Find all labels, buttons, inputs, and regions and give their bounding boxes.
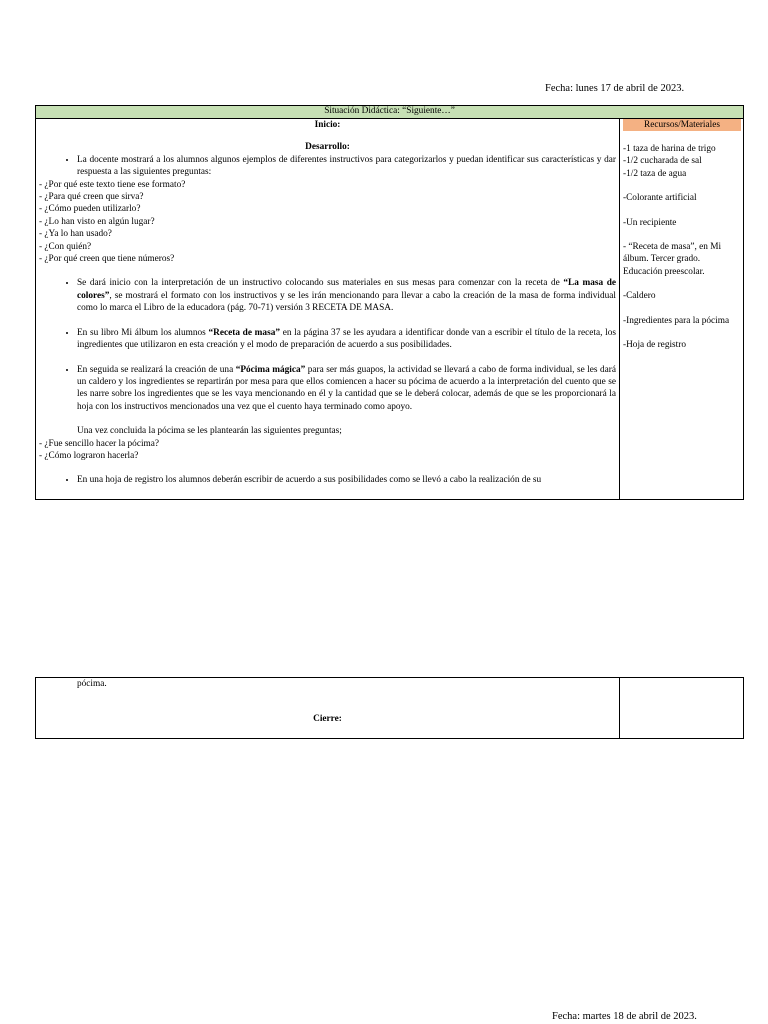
bullet-text: En su libro Mi álbum los alumnos <box>77 327 209 338</box>
bullet-list-4 <box>39 364 616 414</box>
bullet-text: para ser más guapos, la actividad se llevará a cabo de forma individual, se les dará un caldero y los ingredientes se repartirán por mesa para que ellos comiencen a hacer su pócima de acuerdo a la interpretación del cuento que se les narre sobre los ingredientes que se les vaya mencionando en él y la cantidad que se le deberá colocar, además de que se les proporcionará la hoja con los instructivos mencionados una vez que el cuento haya terminado como apoyo. <box>77 364 616 412</box>
question-item: - ¿Cómo lograron hacerla? <box>39 450 139 461</box>
resources-cell-empty <box>620 678 744 739</box>
bullet-bold-title: “La masa de colores” <box>77 278 616 301</box>
bullet-text: en la página 37 se les ayudara a identificar donde van a escribir el título de la receta, los ingredientes que utilizaron en esta creación y el modo de preparación de acuerdo a sus posibilidades. <box>77 327 616 351</box>
inicio-heading: Inicio: <box>314 120 341 130</box>
question-item: - ¿Ya lo han usado? <box>39 229 112 240</box>
question-item: - ¿Cómo pueden utilizarlo? <box>39 204 141 215</box>
continuation-text: pócima. <box>77 679 107 689</box>
date-heading: Fecha: lunes 17 de abril de 2023. <box>545 83 685 94</box>
resource-item: -Ingredientes para la pócima <box>623 315 730 326</box>
resource-item: - “Receta de masa”, en Mi álbum. Tercer grado. Educación preescolar. <box>623 242 722 277</box>
activities-cell <box>36 119 620 500</box>
bullet-bold-title: “Pócima mágica” <box>235 364 306 375</box>
resource-item: -1/2 cucharada de sal <box>623 156 702 167</box>
resources-cell <box>620 119 744 500</box>
date-heading-next: Fecha: martes 18 de abril de 2023. <box>552 1011 697 1022</box>
resource-item: -1 taza de harina de trigo <box>623 144 716 154</box>
bullet-item <box>77 277 616 314</box>
resource-item: -1/2 taza de agua <box>623 168 687 179</box>
desarrollo-heading: Desarrollo: <box>305 142 350 153</box>
question-item: - ¿Por qué este texto tiene ese formato? <box>39 179 186 190</box>
after-potion-text: Una vez concluida la pócima se les plantearán las siguientes preguntas; <box>77 426 342 437</box>
question-item: - ¿Con quién? <box>39 241 92 252</box>
bullet-list-1 <box>39 154 616 179</box>
bullet-text: , se mostrará el formato con los instructivos y se les irán mencionando para llevar a cabo la creación de la masa de forma individual como lo marca el Libro de la educadora (pág. 70-71) versión 3 RECETA DE MASA. <box>77 290 616 314</box>
cierre-heading: Cierre: <box>313 714 342 725</box>
bullet-list-3 <box>39 327 616 352</box>
closing-cell <box>36 678 620 739</box>
lesson-plan-table <box>35 105 744 500</box>
question-list-1 <box>39 179 616 266</box>
question-item: - ¿Fue sencillo hacer la pócima? <box>39 438 160 449</box>
bullet-text: En seguida se realizará la creación de una <box>77 364 236 375</box>
bullet-item: • La docente mostrará a los alumnos algunos ejemplos de diferentes instructivos para categorizarlos y puedan identificar sus características y dar respuesta a las siguientes preguntas: <box>77 154 616 179</box>
lesson-plan-table-continued <box>35 677 744 739</box>
bullet-item <box>77 327 616 352</box>
resource-item: -Colorante artificial <box>623 193 697 204</box>
resource-item: -Un recipiente <box>623 217 677 228</box>
resource-item: -Hoja de registro <box>623 340 686 351</box>
bullet-list-2 <box>39 277 616 314</box>
bullet-item <box>77 364 616 414</box>
question-item: - ¿Para qué creen que sirva? <box>39 192 144 203</box>
question-item: - ¿Por qué creen que tiene números? <box>39 254 175 265</box>
resources-header: Recursos/Materiales <box>623 119 741 131</box>
bullet-item: • En una hoja de registro los alumnos deberán escribir de acuerdo a sus posibilidades como se llevó a cabo la realización de su <box>77 474 616 486</box>
bullet-text: Se dará inicio con la interpretación de un instructivo colocando sus materiales en sus mesas para comenzar con la receta de <box>77 278 564 289</box>
resource-item: -Caldero <box>623 291 656 302</box>
situation-title: Situación Didáctica: “Siguiente…” <box>36 106 744 119</box>
bullet-list-5 <box>39 474 616 486</box>
question-item: - ¿Lo han visto en algún lugar? <box>39 216 155 227</box>
bullet-bold-title: “Receta de masa” <box>208 327 280 338</box>
